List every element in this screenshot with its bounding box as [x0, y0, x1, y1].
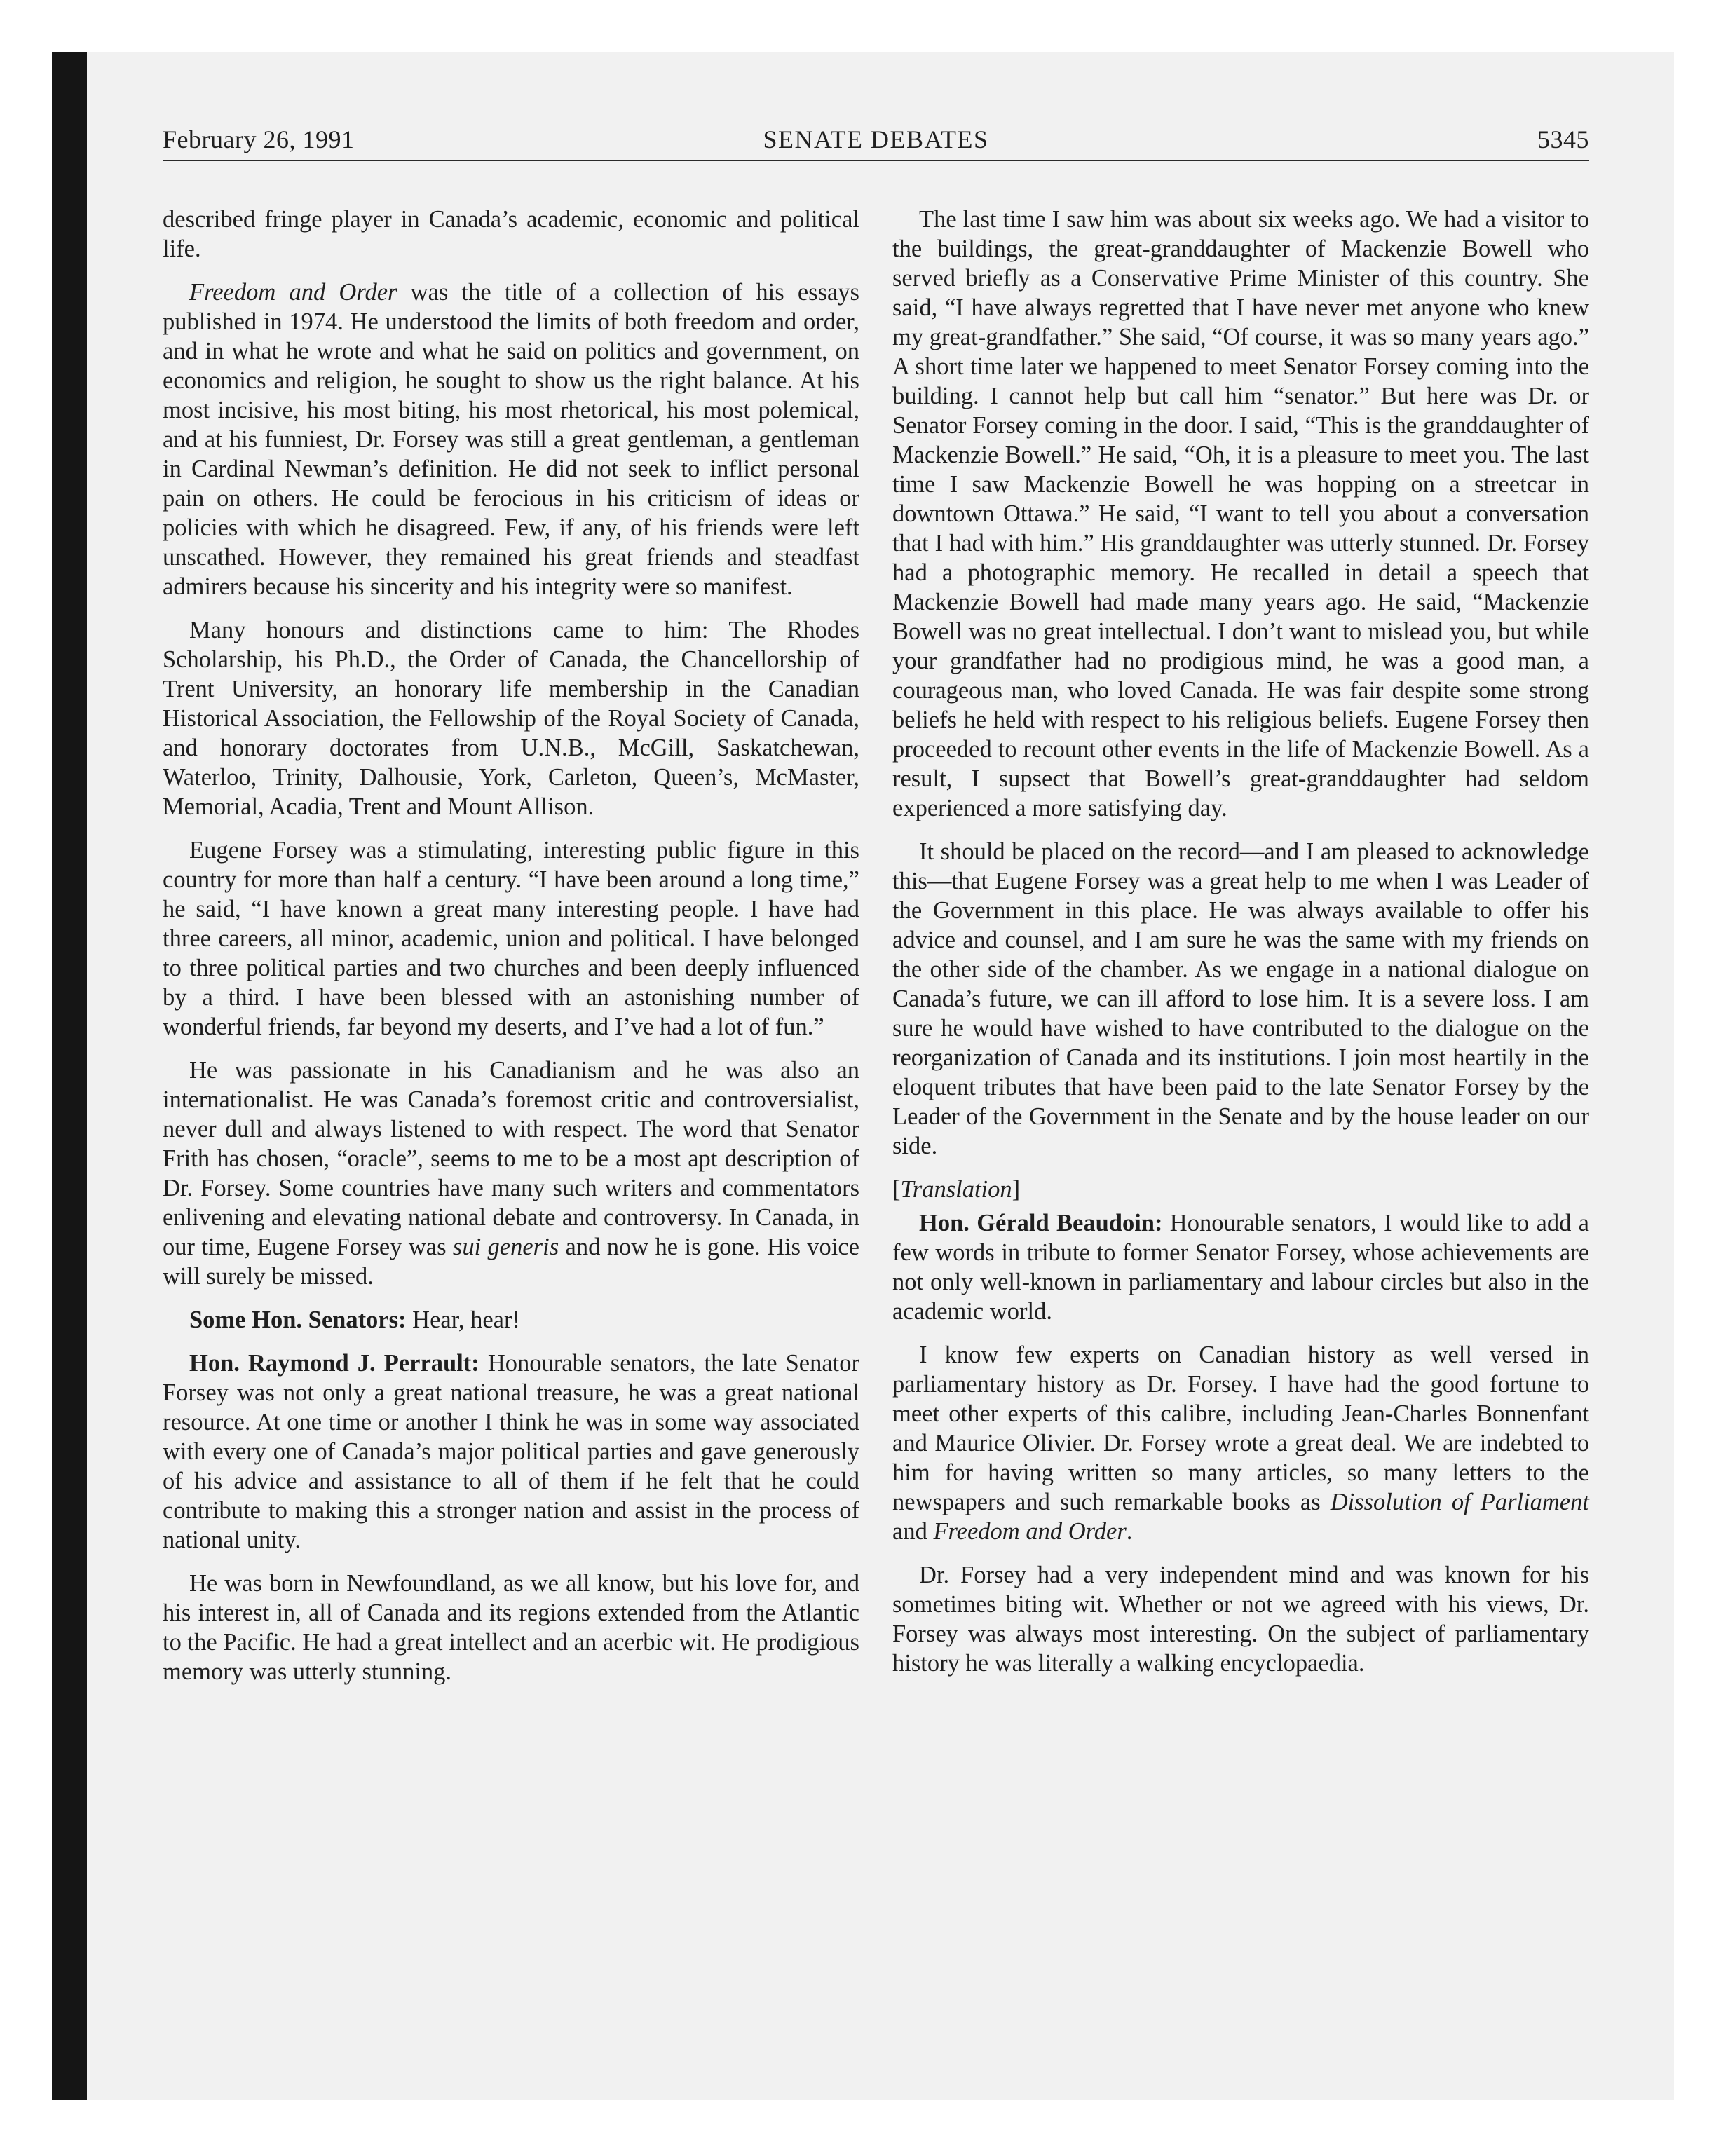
- speaker-name: Hon. Gérald Beaudoin:: [919, 1210, 1163, 1236]
- paragraph: Some Hon. Senators: Hear, hear!: [189, 1306, 520, 1333]
- left-column: [163, 205, 859, 1700]
- italic-phrase: sui generis: [452, 1234, 559, 1260]
- speaker-name: Some Hon. Senators:: [189, 1306, 407, 1333]
- header-date: February 26, 1991: [163, 125, 355, 153]
- paragraph: It should be placed on the record—and I am pleased to acknowledge this—that Eugene Forsey was a great help to me when I was Leader of the Government in this place. He was always available to offer his advice and counsel, and I am sure he was the same with my friends on the other side of the chamber. As we engage in a national dialogue on Canada’s future, we can ill afford to lose him. It is a severe loss. I am sure he would have wished to have contributed to the dialogue on the reorganization of Canada and its institutions. I join most heartily in the eloquent tributes that have been paid to the late Senator Forsey by the Leader of the Government in the Senate and by the house leader on our side.: [892, 838, 1589, 1159]
- paragraph: He was born in Newfoundland, as we all know, but his love for, and his interest in, all of Canada and its regions extended from the Atlantic to the Pacific. He had a great intellect and an acerbic wit. He prodigious memory was utterly stunning.: [163, 1570, 859, 1685]
- binding-edge: [52, 52, 87, 2100]
- paragraph: Dr. Forsey had a very independent mind and was known for his sometimes biting wit. Whether or not we agreed with his views, Dr. Forsey was always most interesting. On the subject of parliamentary history he was literally a walking encyclopaedia.: [892, 1562, 1589, 1677]
- paragraph: I know few experts on Canadian history as well versed in parliamentary history as Dr. Forsey. I have had the good fortune to meet other experts of this calibre, including Jean-Charles Bonnenfant and Maurice Olivier. Dr. Forsey wrote a great deal. We are indebted to him for having written so many articles, so many letters to the newspapers and such remarkable books as Dissolution of Parliament and Freedom and Order.: [892, 1342, 1589, 1545]
- header-title: SENATE DEBATES: [763, 125, 989, 153]
- speaker-name: Hon. Raymond J. Perrault:: [189, 1350, 479, 1377]
- paragraph: Eugene Forsey was a stimulating, interesting public figure in this country for more than half a century. “I have been around a long time,” he said, “I have known a great many interesting people. I have had three careers, all minor, academic, union and political. I have belonged to three political parties and two churches and been deeply influenced by a third. I have been blessed with an astonishing number of wonderful friends, far beyond my deserts, and I’ve had a lot of fun.”: [163, 837, 859, 1040]
- paragraph: Hon. Gérald Beaudoin: Honourable senators, I would like to add a few words in tribute to former Senator Forsey, whose achievements are not only well-known in parliamentary and labour circles but also in the academic world.: [892, 1210, 1589, 1325]
- paragraph: Hon. Raymond J. Perrault: Honourable senators, the late Senator Forsey was not only a great national treasure, he was a great national resource. At one time or another I think he was in some way associated with every one of Canada’s major political parties and gave generously of his advice and assistance to all of them if he felt that he could contribute to making this a stronger nation and assist in the process of national unity.: [163, 1350, 859, 1553]
- paragraph: Freedom and Order was the title of a collection of his essays published in 1974. He understood the limits of both freedom and order, and in what he wrote and what he said on politics and government, on economics and religion, he sought to show us the right balance. At his most incisive, his most biting, his most rhetorical, his most polemical, and at his funniest, Dr. Forsey was still a great gentleman, a gentleman in Cardinal Newman’s definition. He did not seek to inflict personal pain on others. He could be ferocious in his criticism of ideas or policies with which he disagreed. Few, if any, of his friends were left unscathed. However, they remained his great friends and steadfast admirers because his sincerity and his integrity were so manifest.: [163, 279, 859, 600]
- paragraph: Many honours and distinctions came to him: The Rhodes Scholarship, his Ph.D., the Order of Canada, the Chancellorship of Trent University, an honorary life membership in the Canadian Historical Association, the Fellowship of the Royal Society of Canada, and honorary doctorates from U.N.B., McGill, Saskatchewan, Waterloo, Trinity, Dalhousie, York, Carleton, Queen’s, McMaster, Memorial, Acadia, Trent and Mount Allison.: [163, 617, 859, 820]
- book-title: Freedom and Order: [933, 1518, 1127, 1545]
- book-title: Dissolution of Parliament: [1330, 1489, 1589, 1515]
- translation-label: [Translation]: [892, 1176, 1021, 1203]
- paragraph: described fringe player in Canada’s academic, economic and political life.: [163, 206, 859, 262]
- page-header: [163, 122, 1589, 161]
- right-column: [892, 205, 1589, 1692]
- header-page-number: 5345: [1537, 125, 1589, 153]
- paragraph: The last time I saw him was about six weeks ago. We had a visitor to the buildings, the great-granddaughter of Mackenzie Bowell who served briefly as a Conservative Prime Minister of this country. She said, “I have always regretted that I have never met anyone who knew my great-grandfather.” She said, “Of course, it was so many years ago.” A short time later we happened to meet Senator Forsey coming into the building. I cannot help but call him “senator.” But here was Dr. or Senator Forsey coming in the door. I said, “This is the granddaughter of Mackenzie Bowell.” He said, “Oh, it is a pleasure to meet you. The last time I saw Mackenzie Bowell he was hopping on a streetcar in downtown Ottawa.” He said, “I want to tell you about a conversation that I had with him.” His granddaughter was utterly stunned. Dr. Forsey had a photographic memory. He recalled in detail a speech that Mackenzie Bowell had made many years ago. He said, “Mackenzie Bowell was no great intellectual. I don’t want to mislead you, but while your grandfather had no prodigious mind, he was a good man, a courageous man, who loved Canada. He was fair despite some strong beliefs he held with respect to his religious beliefs. Eugene Forsey then proceeded to recount other events in the life of Mackenzie Bowell. As a result, I supsect that Bowell’s great-granddaughter had seldom experienced a more satisfying day.: [892, 206, 1589, 821]
- book-title: Freedom and Order: [189, 279, 397, 306]
- paragraph: He was passionate in his Canadianism and he was also an internationalist. He was Canada’s foremost critic and controversialist, never dull and always listened to with respect. The word that Senator Frith has chosen, “oracle”, seems to me to be a most apt description of Dr. Forsey. Some countries have many such writers and commentators enlivening and elevating national debate and controversy. In Canada, in our time, Eugene Forsey was sui generis and now he is gone. His voice will surely be missed.: [163, 1057, 859, 1290]
